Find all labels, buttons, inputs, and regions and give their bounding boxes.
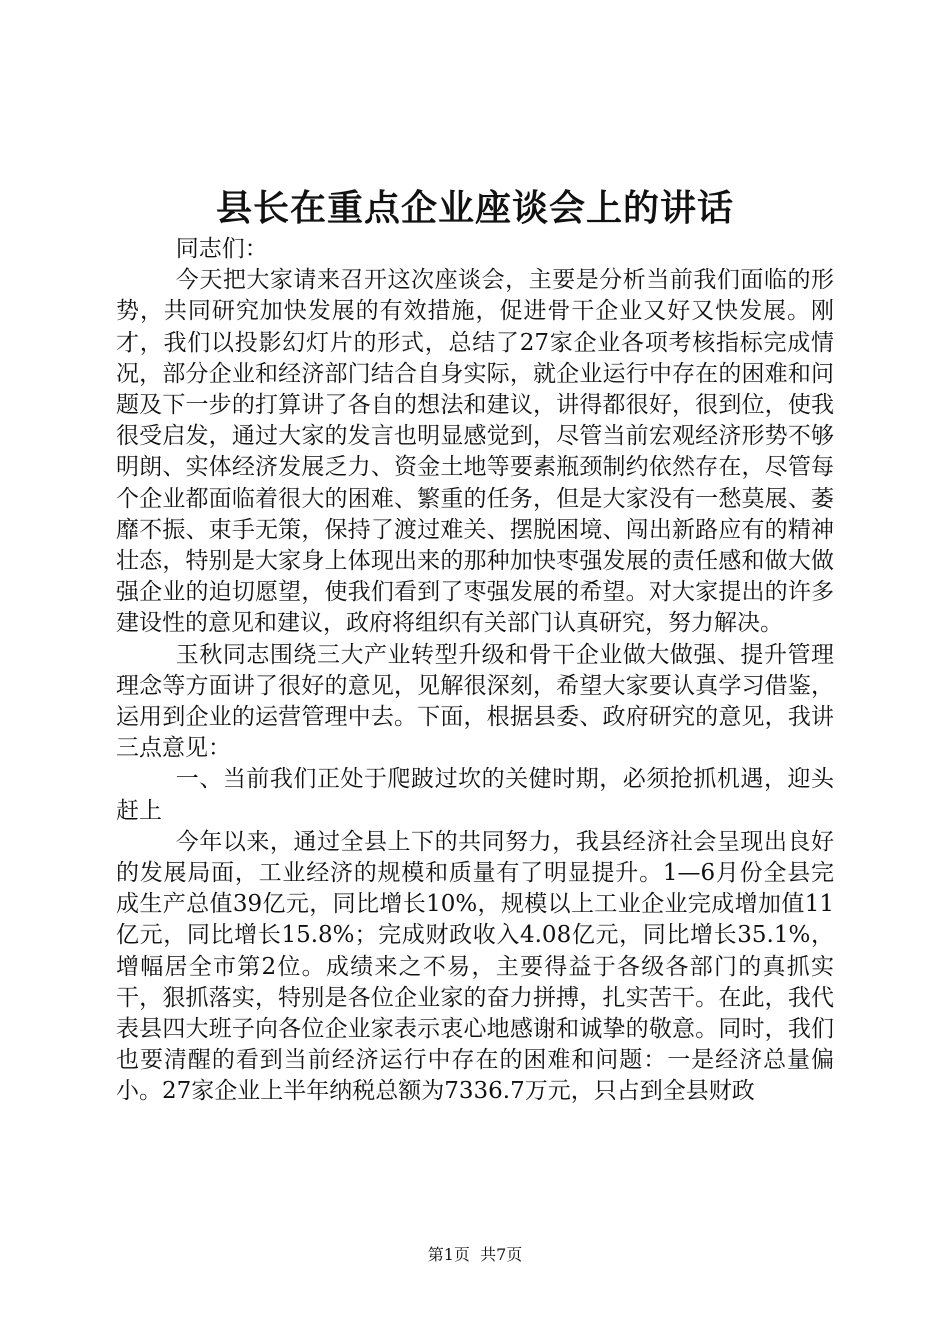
salutation-paragraph: 同志们： bbox=[175, 236, 268, 262]
page-number: 第1页 共7页 bbox=[427, 1245, 523, 1264]
document-body bbox=[116, 234, 834, 1108]
body-paragraph: 今年以来，通过全县上下的共同努力，我县经济社会呈现出良好的发展局面，工业经济的规模和质量有了明显提升。1—6月份全县完成生产总值39亿元，同比增长10%，规模以上工业企业完成增加值11亿元，同比增长15.8%；完成财政收入4.08亿元，同比增长35.1%，增幅居全市第2位。成绩来之不易，主要得益于各级各部门的真抓实干，狠抓落实，特别是各位企业家的奋力拼搏，扎实苦干。在此，我代表县四大班子向各位企业家表示衷心地感谢和诚挚的敬意。同时，我们也要清醒的看到当前经济运行中存在的困难和问题：一是经济总量偏小。27家企业上半年纳税总额为7336.7万元，只占到全县财政 bbox=[116, 828, 834, 1105]
section-heading: 一、当前我们正处于爬跛过坎的关健时期，必须抢抓机遇，迎头赶上 bbox=[116, 766, 834, 824]
body-paragraph: 玉秋同志围绕三大产业转型升级和骨干企业做大做强、提升管理理念等方面讲了很好的意见，见解很深刻，希望大家要认真学习借鉴，运用到企业的运营管理中去。下面，根据县委、政府研究的意见，我讲三点意见： bbox=[116, 641, 834, 762]
page-footer bbox=[0, 1245, 950, 1265]
document-title: 县长在重点企业座谈会上的讲话 bbox=[215, 187, 734, 229]
body-paragraph: 今天把大家请来召开这次座谈会，主要是分析当前我们面临的形势，共同研究加快发展的有效措施，促进骨干企业又好又快发展。刚才，我们以投影幻灯片的形式，总结了27家企业各项考核指标完成情况，部分企业和经济部门结合自身实际，就企业运行中存在的困难和问题及下一步的打算讲了各自的想法和建议，讲得都很好，很到位，使我很受启发，通过大家的发言也明显感觉到，尽管当前宏观经济形势不够明朗、实体经济发展乏力、资金土地等要素瓶颈制约依然存在，尽管每个企业都面临着很大的困难、繁重的任务，但是大家没有一愁莫展、萎靡不振、束手无策，保持了渡过难关、摆脱困境、闯出新路应有的精神壮态，特别是大家身上体现出来的那种加快枣强发展的责任感和做大做强企业的迫切愿望，使我们看到了枣强发展的希望。对大家提出的许多建设性的意见和建议，政府将组织有关部门认真研究，努力解决。 bbox=[116, 267, 834, 637]
